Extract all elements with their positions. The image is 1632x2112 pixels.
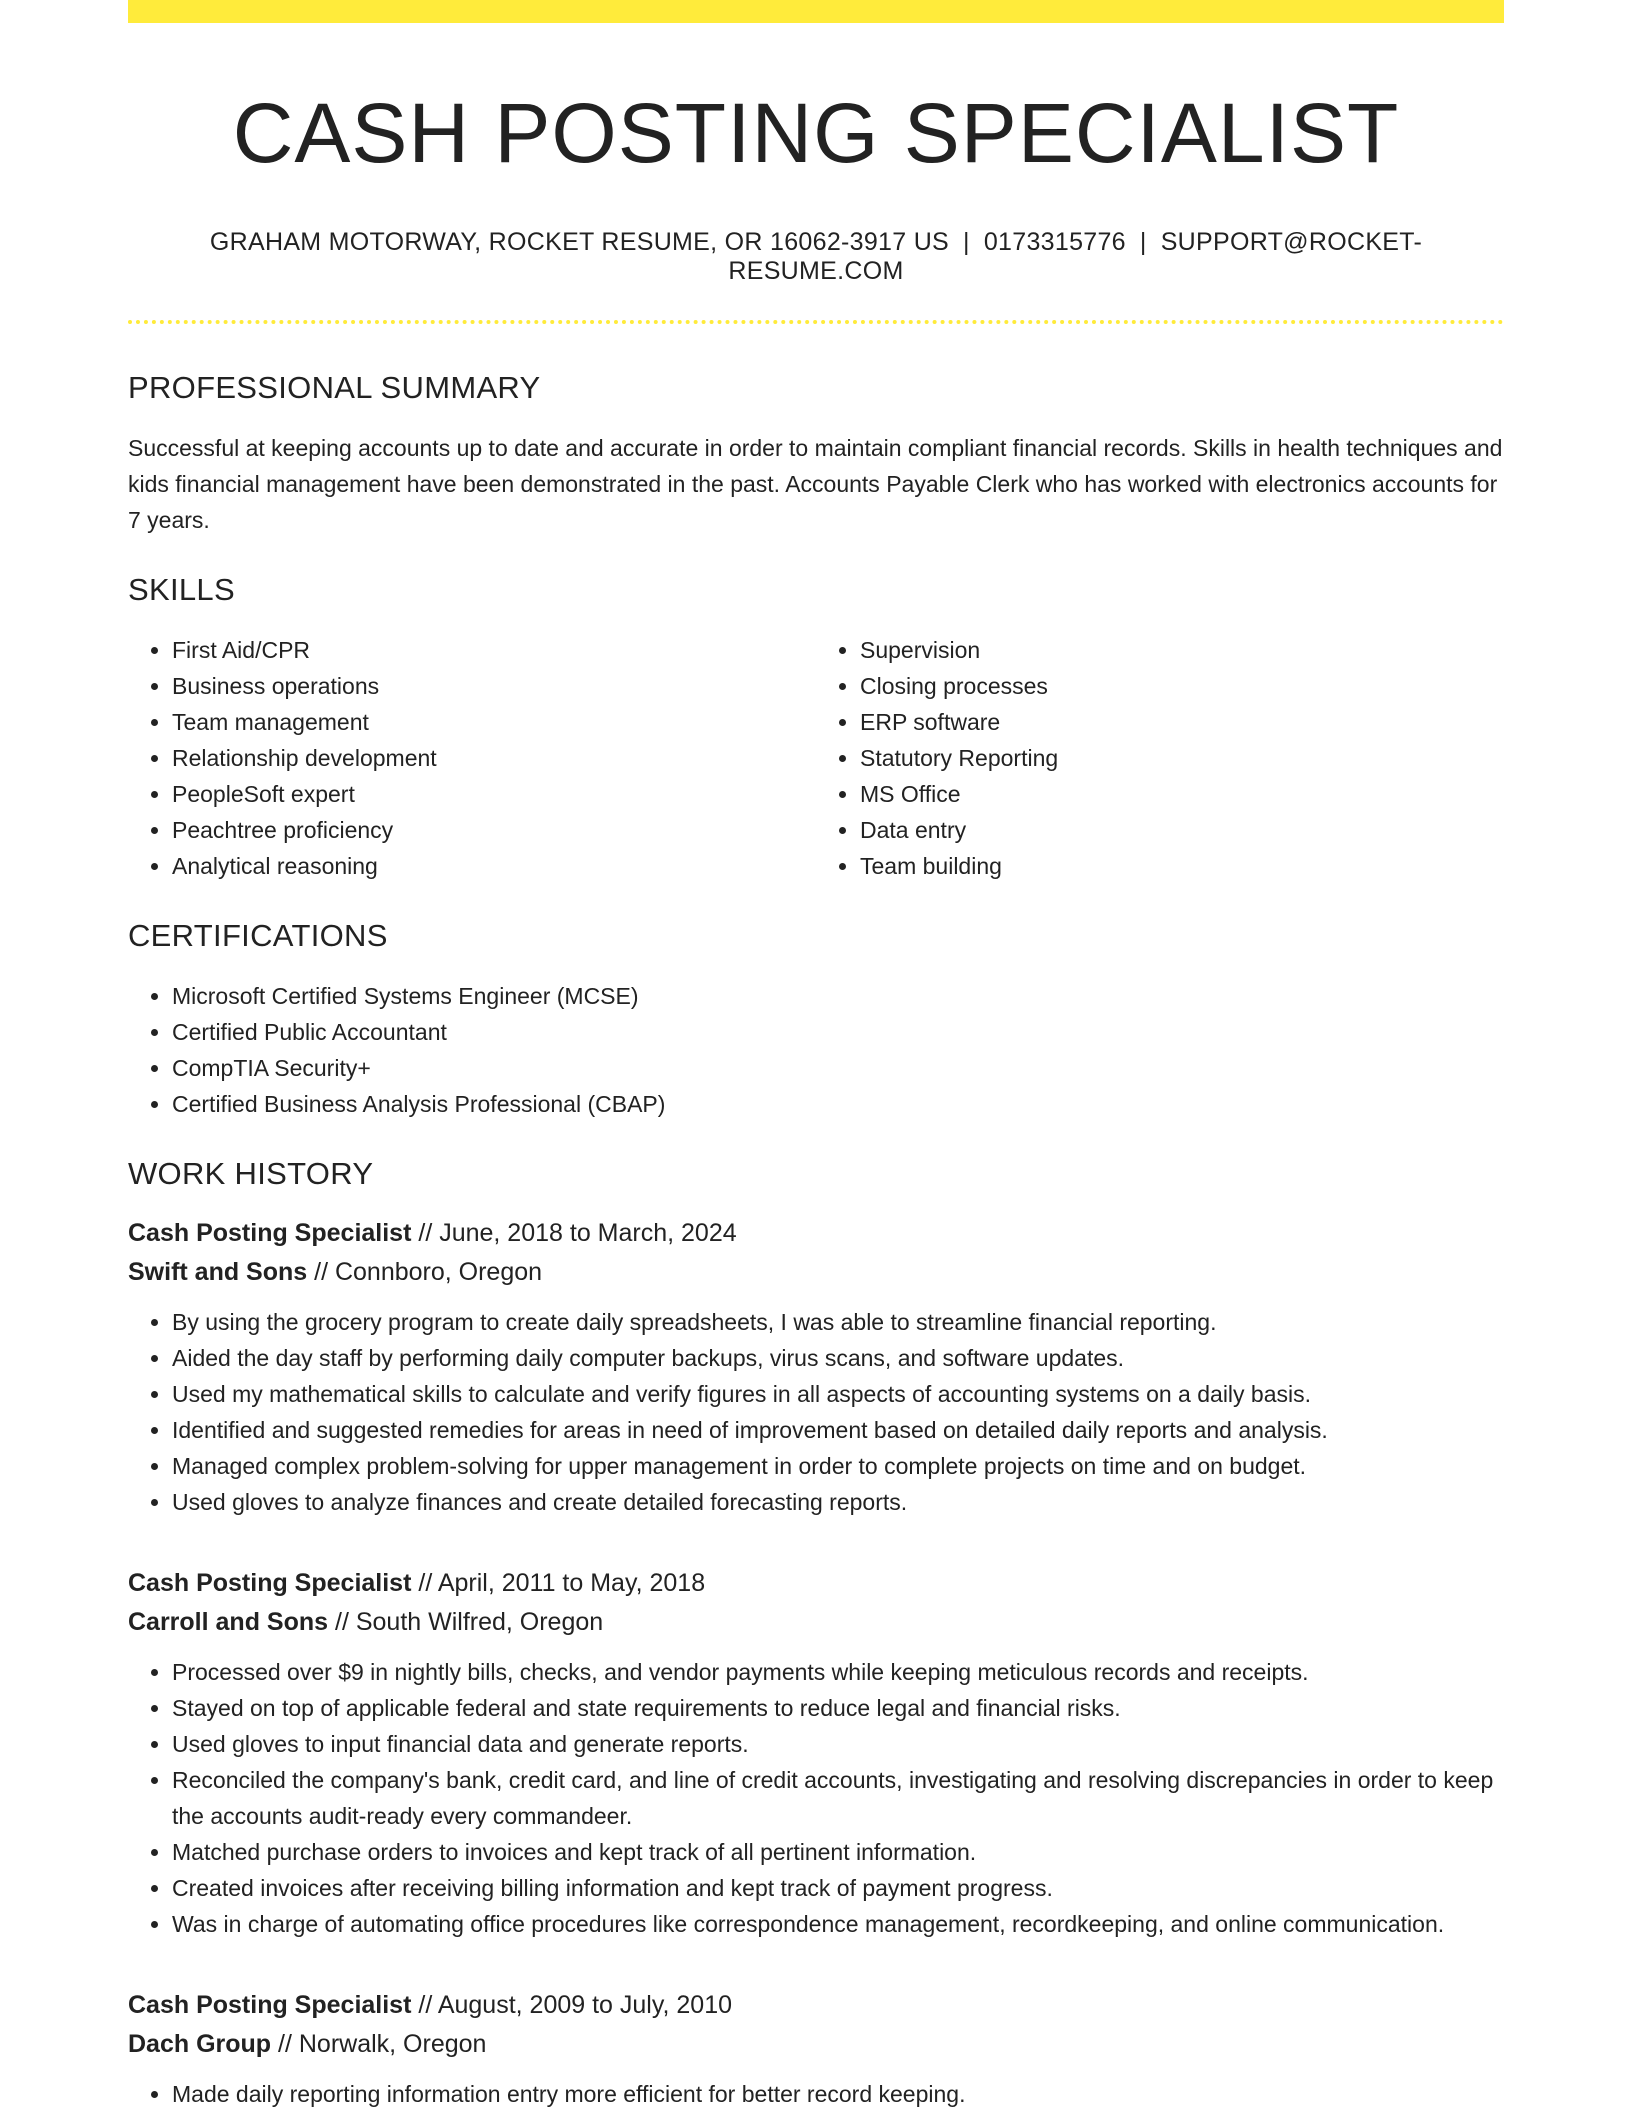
section-heading-skills: SKILLS	[128, 571, 235, 607]
list-item: • Used gloves to analyze finances and create detailed forecasting reports.	[172, 1484, 1504, 1520]
resume-page	[128, 0, 1504, 2112]
job-bullets	[128, 1654, 1504, 1942]
list-item: • Processed over $9 in nightly bills, checks, and vendor payments while keeping meticulous records and receipts.	[172, 1654, 1504, 1690]
job-entry	[128, 1986, 1504, 2112]
list-item: • PeopleSoft expert	[172, 776, 816, 812]
company-name: Swift and Sons	[128, 1257, 308, 1286]
phone: 0173315776	[983, 227, 1126, 256]
list-item: • Analytical reasoning	[172, 848, 816, 884]
list-item: • Peachtree proficiency	[172, 812, 816, 848]
list-item: • First Aid/CPR	[172, 632, 816, 668]
certifications-section	[128, 918, 1504, 1122]
skills-list-right	[816, 632, 1504, 884]
section-heading-summary: PROFESSIONAL SUMMARY	[128, 369, 541, 405]
job-company-line	[128, 1253, 1504, 1292]
job-title-line	[128, 1564, 1504, 1603]
list-item: • Microsoft Certified Systems Engineer (MCSE)	[172, 978, 1504, 1014]
company-location: // Norwalk, Oregon	[271, 2029, 487, 2058]
list-item: • Stayed on top of applicable federal and state requirements to reduce legal and financial risks.	[172, 1690, 1504, 1726]
job-company-line	[128, 1603, 1504, 1642]
summary-text: Successful at keeping accounts up to date and accurate in order to maintain compliant financial records. Skills in health techniques and kids financial management have been demonstrated in the past. Accounts Payable Clerk who has worked with electronics accounts for 7 years.	[128, 434, 1503, 533]
job-bullets	[128, 2076, 1504, 2112]
job-bullets	[128, 1304, 1504, 1520]
list-item: • MS Office	[860, 776, 1504, 812]
job-dates: // August, 2009 to July, 2010	[411, 1990, 733, 2019]
list-item: • Matched purchase orders to invoices and kept track of all pertinent information.	[172, 1834, 1504, 1870]
job-title: Cash Posting Specialist	[128, 1990, 412, 2019]
list-item: • Created invoices after receiving billing information and kept track of payment progress.	[172, 1870, 1504, 1906]
job-title: Cash Posting Specialist	[128, 1568, 412, 1597]
email-link[interactable]: SUPPORT@ROCKET-RESUME.COM	[728, 227, 1423, 285]
job-company-line	[128, 2025, 1504, 2064]
certifications-list	[128, 978, 1504, 1122]
list-item: • Aided the day staff by performing daily computer backups, virus scans, and software updates.	[172, 1340, 1504, 1376]
list-item: • Made daily reporting information entry more efficient for better record keeping.	[172, 2076, 1504, 2112]
skills-list-left	[128, 632, 816, 884]
separator: |	[963, 227, 970, 256]
skills-section	[128, 572, 1504, 884]
job-entry	[128, 1214, 1504, 1520]
job-title: Cash Posting Specialist	[128, 1218, 412, 1247]
list-item: • Relationship development	[172, 740, 816, 776]
work-history-section	[128, 1156, 1504, 2112]
list-item: • Identified and suggested remedies for areas in need of improvement based on detailed daily reports and analysis.	[172, 1412, 1504, 1448]
list-item: • Team building	[860, 848, 1504, 884]
page-title: CASH POSTING SPECIALIST	[232, 86, 1400, 180]
job-dates: // June, 2018 to March, 2024	[411, 1218, 737, 1247]
contact-line	[128, 228, 1504, 286]
job-title-line	[128, 1214, 1504, 1253]
company-name: Carroll and Sons	[128, 1607, 329, 1636]
list-item: • Reconciled the company's bank, credit card, and line of credit accounts, investigating and resolving discrepancies in order to keep the accounts audit-ready every commandeer.	[172, 1762, 1504, 1834]
list-item: • Certified Business Analysis Professional (CBAP)	[172, 1086, 1504, 1122]
list-item: • Closing processes	[860, 668, 1504, 704]
top-accent-bar	[128, 0, 1504, 23]
company-location: // Connboro, Oregon	[307, 1257, 543, 1286]
section-heading-work-history: WORK HISTORY	[128, 1155, 374, 1191]
job-dates: // April, 2011 to May, 2018	[411, 1568, 706, 1597]
separator: |	[1139, 227, 1147, 256]
list-item: • Supervision	[860, 632, 1504, 668]
list-item: • Was in charge of automating office procedures like correspondence management, recordkeeping, and online communication.	[172, 1906, 1504, 1942]
skills-columns	[128, 632, 1504, 884]
company-name: Dach Group	[128, 2029, 272, 2058]
list-item: • Certified Public Accountant	[172, 1014, 1504, 1050]
dotted-divider	[128, 320, 1504, 324]
job-title-line	[128, 1986, 1504, 2025]
summary-section	[128, 370, 1504, 538]
address: GRAHAM MOTORWAY, ROCKET RESUME, OR 16062-3917 US	[209, 227, 950, 256]
list-item: • Managed complex problem-solving for upper management in order to complete projects on time and on budget.	[172, 1448, 1504, 1484]
list-item: • Data entry	[860, 812, 1504, 848]
list-item: • Used my mathematical skills to calculate and verify figures in all aspects of accounting systems on a daily basis.	[172, 1376, 1504, 1412]
list-item: • ERP software	[860, 704, 1504, 740]
company-location: // South Wilfred, Oregon	[328, 1607, 604, 1636]
job-entry	[128, 1564, 1504, 1942]
section-heading-certifications: CERTIFICATIONS	[128, 917, 388, 953]
list-item: • CompTIA Security+	[172, 1050, 1504, 1086]
list-item: • By using the grocery program to create daily spreadsheets, I was able to streamline financial reporting.	[172, 1304, 1504, 1340]
list-item: • Team management	[172, 704, 816, 740]
list-item: • Business operations	[172, 668, 816, 704]
list-item: • Statutory Reporting	[860, 740, 1504, 776]
list-item: • Used gloves to input financial data and generate reports.	[172, 1726, 1504, 1762]
